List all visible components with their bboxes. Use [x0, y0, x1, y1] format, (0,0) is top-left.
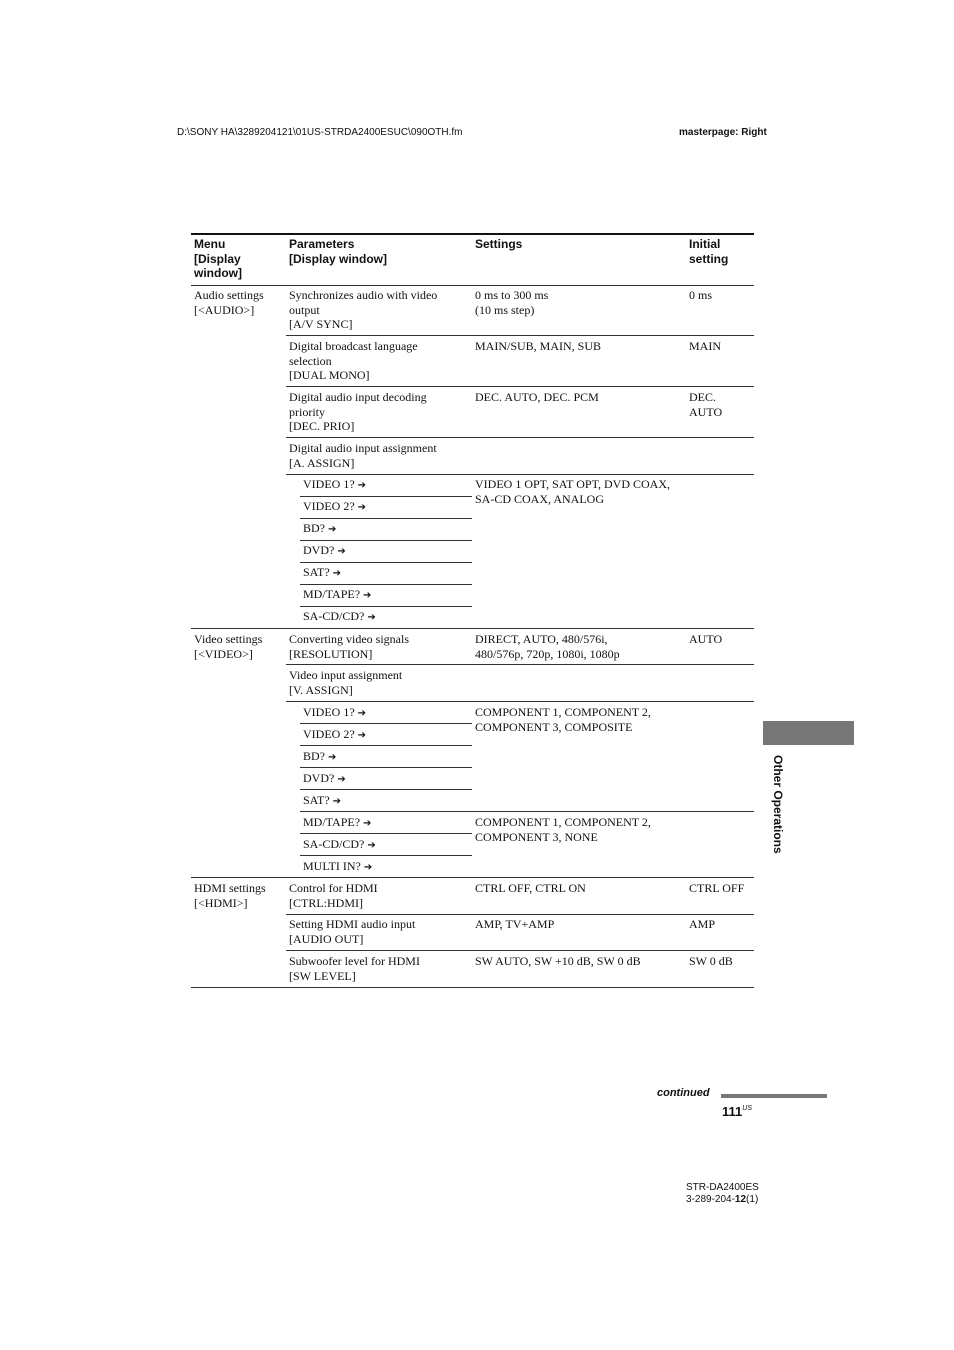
row-divider — [300, 606, 472, 607]
row-divider — [300, 767, 472, 768]
settings-video-inputs-group1: COMPONENT 1, COMPONENT 2, COMPONENT 3, COMPOSITE — [475, 705, 651, 734]
initial-av-sync: 0 ms — [689, 288, 713, 302]
audio-input-video1: VIDEO 1? ➔ — [303, 477, 367, 491]
param-sw-level: Subwoofer level for HDMI [SW LEVEL] — [289, 954, 420, 983]
row-divider — [300, 518, 472, 519]
header-initial-setting: Initial setting — [689, 237, 729, 266]
initial-audio-out: AMP — [689, 917, 716, 931]
right-arrow-icon: ➔ — [357, 480, 367, 491]
initial-dec-prio: DEC. AUTO — [689, 390, 723, 419]
param-dec-prio: Digital audio input decoding priority [DEC. PRIO] — [289, 390, 427, 433]
right-arrow-icon: ➔ — [367, 840, 376, 851]
model-number: STR-DA2400ES — [686, 1182, 759, 1193]
audio-input-mdtape: MD/TAPE? ➔ — [303, 587, 372, 601]
row-divider — [286, 701, 754, 702]
video-input-multi-in: MULTI IN? ➔ — [303, 859, 373, 873]
menu-audio-settings: Audio settings [<AUDIO>] — [194, 288, 264, 317]
video-input-bd: BD? ➔ — [303, 749, 337, 763]
initial-dual-mono: MAIN — [689, 339, 721, 353]
section-divider — [191, 628, 754, 629]
audio-input-sacd: SA-CD/CD? ➔ — [303, 609, 376, 623]
table-bottom-rule — [191, 987, 754, 988]
settings-audio-inputs: VIDEO 1 OPT, SAT OPT, DVD COAX, SA-CD COAX, ANALOG — [475, 477, 671, 506]
row-divider — [286, 914, 754, 915]
right-arrow-icon: ➔ — [363, 862, 373, 873]
right-arrow-icon: ➔ — [337, 546, 346, 557]
row-divider — [286, 335, 754, 336]
video-input-sacd: SA-CD/CD? ➔ — [303, 837, 376, 851]
continued-label: continued — [657, 1087, 710, 1099]
audio-input-dvd: DVD? ➔ — [303, 543, 346, 557]
param-audio-out: Setting HDMI audio input [AUDIO OUT] — [289, 917, 416, 946]
audio-input-video2: VIDEO 2? ➔ — [303, 499, 367, 513]
menu-video-settings: Video settings [<VIDEO>] — [194, 632, 263, 661]
row-divider — [300, 789, 472, 790]
settings-resolution: DIRECT, AUTO, 480/576i, 480/576p, 720p, 1080i, 1080p — [475, 632, 620, 661]
settings-av-sync: 0 ms to 300 ms (10 ms step) — [475, 288, 549, 317]
continued-bar — [721, 1094, 827, 1098]
settings-ctrl-hdmi: CTRL OFF, CTRL ON — [475, 881, 586, 895]
menu-hdmi-settings: HDMI settings [<HDMI>] — [194, 881, 266, 910]
video-input-dvd: DVD? ➔ — [303, 771, 346, 785]
row-divider — [300, 496, 472, 497]
right-arrow-icon: ➔ — [328, 524, 337, 535]
settings-dual-mono: MAIN/SUB, MAIN, SUB — [475, 339, 602, 353]
initial-resolution: AUTO — [689, 632, 723, 646]
video-input-video1: VIDEO 1? ➔ — [303, 705, 367, 719]
initial-ctrl-hdmi: CTRL OFF — [689, 881, 745, 895]
right-arrow-icon: ➔ — [328, 752, 337, 763]
header-menu: Menu [Display window] — [194, 237, 242, 280]
row-divider — [300, 540, 472, 541]
section-tab-marker — [763, 721, 854, 745]
row-divider — [286, 474, 754, 475]
right-arrow-icon: ➔ — [357, 502, 367, 513]
row-divider — [286, 386, 754, 387]
right-arrow-icon: ➔ — [332, 796, 342, 807]
right-arrow-icon: ➔ — [337, 774, 346, 785]
right-arrow-icon: ➔ — [367, 612, 376, 623]
param-dual-mono: Digital broadcast language selection [DUAL MONO] — [289, 339, 418, 382]
param-v-assign: Video input assignment [V. ASSIGN] — [289, 668, 403, 697]
right-arrow-icon: ➔ — [363, 590, 372, 601]
row-divider — [300, 562, 472, 563]
right-arrow-icon: ➔ — [363, 818, 372, 829]
row-divider — [300, 811, 754, 812]
video-input-mdtape: MD/TAPE? ➔ — [303, 815, 372, 829]
row-divider — [286, 664, 754, 665]
masterpage-label: masterpage: Right — [679, 127, 767, 138]
settings-video-inputs-group2: COMPONENT 1, COMPONENT 2, COMPONENT 3, NONE — [475, 815, 651, 844]
page-number: $111^{US}$ — [722, 1104, 752, 1119]
param-ctrl-hdmi: Control for HDMI [CTRL:HDMI] — [289, 881, 378, 910]
settings-sw-level: SW AUTO, SW +10 dB, SW 0 dB — [475, 954, 641, 968]
right-arrow-icon: ➔ — [332, 568, 342, 579]
table-top-rule — [191, 233, 754, 235]
header-settings: Settings — [475, 237, 523, 251]
settings-audio-out: AMP, TV+AMP — [475, 917, 555, 931]
row-divider — [191, 285, 754, 286]
row-divider — [286, 950, 754, 951]
right-arrow-icon: ➔ — [357, 708, 367, 719]
header-parameters: Parameters [Display window] — [289, 237, 388, 266]
param-av-sync: Synchronizes audio with video output [A/V SYNC] — [289, 288, 438, 331]
section-divider — [191, 877, 754, 878]
row-divider — [300, 833, 472, 834]
initial-sw-level: SW 0 dB — [689, 954, 733, 968]
section-tab-label: Other Operations — [771, 755, 785, 854]
row-divider — [300, 584, 472, 585]
row-divider — [300, 723, 472, 724]
row-divider — [300, 855, 472, 856]
video-input-video2: VIDEO 2? ➔ — [303, 727, 367, 741]
audio-input-sat: SAT? ➔ — [303, 565, 342, 579]
file-path-header: D:\SONY HA\3289204121\01US-STRDA2400ESUC\090OTH.fm — [177, 127, 463, 138]
param-resolution: Converting video signals [RESOLUTION] — [289, 632, 409, 661]
right-arrow-icon: ➔ — [357, 730, 367, 741]
row-divider — [300, 745, 472, 746]
audio-input-bd: BD? ➔ — [303, 521, 337, 535]
settings-dec-prio: DEC. AUTO, DEC. PCM — [475, 390, 599, 404]
row-divider — [286, 437, 754, 438]
param-a-assign: Digital audio input assignment [A. ASSIGN] — [289, 441, 437, 470]
document-code: 3-289-204-12(1) — [686, 1194, 759, 1205]
video-input-sat: SAT? ➔ — [303, 793, 342, 807]
